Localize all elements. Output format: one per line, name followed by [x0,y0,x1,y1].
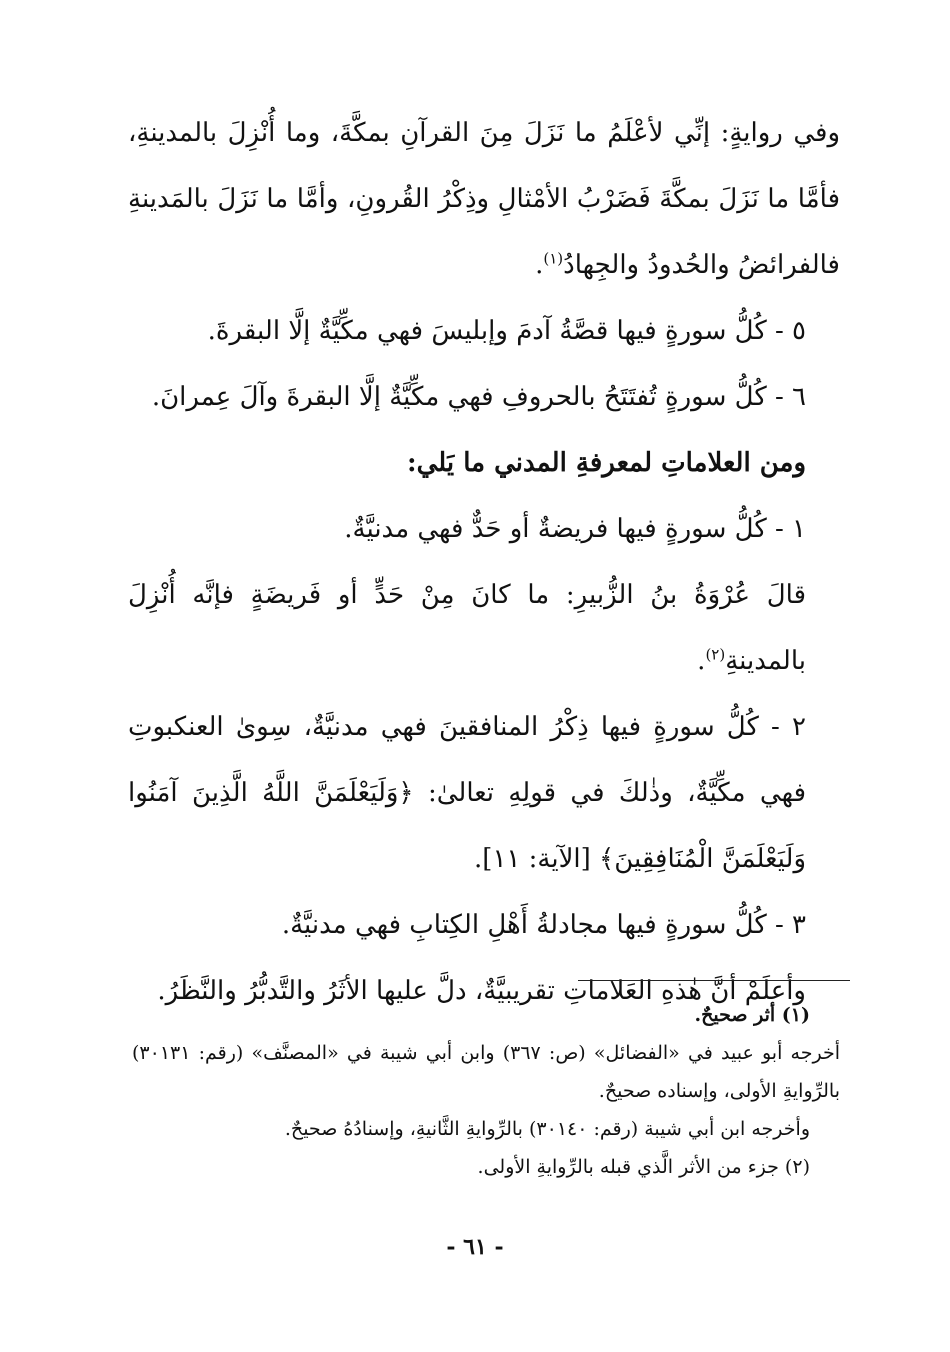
footnote-ref-2: (٢) [705,645,726,664]
urwa-quote-end: . [697,646,706,676]
footnotes [132,996,840,1186]
paragraph-riwaya [128,100,840,298]
footnote-1-heading: (١) أثر صحيحٌ. [694,1004,810,1026]
item-6: ٦ - كُلُّ سورةٍ تُفتَتَحُ بالحروفِ فهي مكِّيَّةٌ إلَّا البقرةَ وآلَ عِمرانَ. [151,382,806,412]
main-text [128,100,840,1024]
medinan-item-2: ٢ - كُلُّ سورةٍ فيها ذِكْرُ المنافقينَ فهي مدنيَّةٌ، سِوىٰ العنكبوتِ فهي مكِّيَّةٌ، وذٰلكَ في قولِهِ تعالىٰ: ﴿وَلَيَعْلَمَنَّ اللَّهُ الَّذِينَ آمَنُوا وَلَيَعْلَمَنَّ الْمُنَافِقِينَ﴾ [الآية: ١١]. [128,712,806,874]
footnote-1-text: أخرجه أبو عبيد في «الفضائل» (ص: ٣٦٧) وابن أبي شيبة في «المصنَّف» (رقم: ٣٠١٣١) بالرِّوايةِ الأولى، وإسناده صحيحٌ. [132,1042,840,1102]
medinan-signs-heading: ومن العلاماتِ لمعرفةِ المدني ما يَلي: [407,448,806,478]
item-5: ٥ - كُلُّ سورةٍ فيها قصَّةُ آدمَ وإبليسَ فهي مكِّيَّةٌ إلَّا البقرةَ. [207,316,806,346]
paragraph-riwaya-text: وفي روايةٍ: إنِّي لأعْلَمُ ما نَزَلَ مِنَ القرآنِ بمكَّةَ، وما أُنْزِلَ بالمدينةِ، فأمَّا ما نَزَلَ بمكَّةَ فَضَرْبُ الأمْثالِ وذِكْرُ القُرونِ، وأمَّا ما نَزَلَ بالمَدينةِ فالفرائضُ والحُدودُ والجِهادُ [128,118,840,280]
medinan-item-1: ١ - كُلُّ سورةٍ فيها فريضةٌ أو حَدٌّ فهي مدنيَّةٌ. [344,514,806,544]
urwa-quote-text: قالَ عُرْوَةُ بنُ الزُّبيرِ: ما كانَ مِنْ حَدٍّ أو فَريضَةٍ فإنَّه أُنْزِلَ بالمدينةِ [128,580,806,676]
footnote-1-text-2: وأخرجه ابن أبي شيبة (رقم: ٣٠١٤٠) بالرِّوايةِ الثَّانيةِ، وإسنادُهُ صحيحٌ. [284,1118,810,1140]
urwa-quote [128,562,840,694]
footnote-ref-1: (١) [543,249,564,268]
footnote-2: (٢) جزء من الأثر الَّذي قبله بالرِّوايةِ الأولى. [477,1156,810,1178]
footnote-separator [578,980,850,981]
medinan-item-3: ٣ - كُلُّ سورةٍ فيها مجادلةُ أَهْلِ الكِتابِ فهي مدنيَّةٌ. [281,910,806,940]
closing-paragraph: وأعلَمْ أنَّ هٰذهِ العَلاماتِ تقريبيَّةٌ، دلَّ عليها الأثَرُ والتَّدبُّرُ والنَّظَرُ. [157,976,806,1006]
paragraph-riwaya-end: . [535,250,544,280]
page-number: - ٦١ - [446,1234,504,1260]
